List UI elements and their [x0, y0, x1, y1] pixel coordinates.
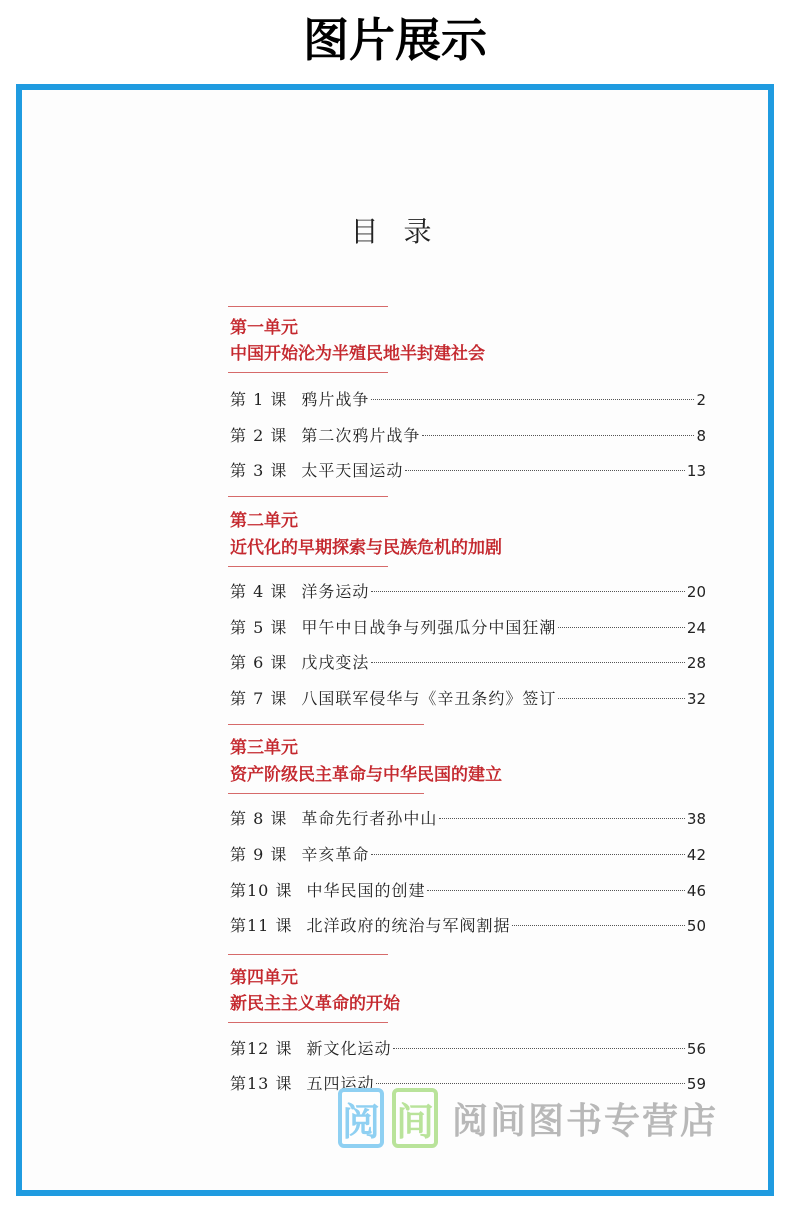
watermark-logo-char: 间: [392, 1088, 438, 1148]
toc-entry[interactable]: [230, 424, 706, 448]
lesson-title: 甲午中日战争与列强瓜分中国狂潮: [301, 618, 557, 637]
lesson-number: 第11 课: [230, 916, 293, 935]
page-number: 20: [686, 583, 706, 601]
lesson-title: 洋务运动: [301, 582, 370, 601]
unit-label: 第四单元: [230, 968, 298, 988]
lesson-number: 第 5 课: [230, 618, 288, 637]
lesson-number: 第 6 课: [230, 653, 288, 672]
page-number: 2: [696, 391, 706, 409]
dot-leader: [371, 399, 694, 400]
dot-leader: [558, 627, 685, 628]
lesson-title: 鸦片战争: [301, 390, 370, 409]
unit-rule: [228, 724, 424, 725]
lesson-number: 第12 课: [230, 1039, 293, 1058]
page-number: 13: [686, 462, 706, 480]
page-number: 32: [686, 690, 706, 708]
unit-label: 第一单元: [230, 318, 298, 338]
toc-entry[interactable]: [230, 914, 706, 938]
watermark-store-name: 阅间图书专营店: [452, 1100, 719, 1142]
book-page-frame: [16, 84, 774, 1196]
toc-entry[interactable]: [230, 580, 706, 604]
unit-rule: [228, 793, 424, 794]
lesson-title: 新文化运动: [306, 1039, 392, 1058]
toc-entry[interactable]: [230, 651, 706, 675]
unit-label: 第三单元: [230, 738, 298, 758]
lesson-title: 八国联军侵华与《辛丑条约》签订: [301, 689, 557, 708]
page-number: 42: [686, 846, 706, 864]
lesson-number: 第 2 课: [230, 426, 288, 445]
toc-entry[interactable]: [230, 388, 706, 412]
page-number: 8: [696, 427, 706, 445]
page-header-title: 图片展示: [303, 13, 487, 67]
toc-entry[interactable]: [230, 616, 706, 640]
dot-leader: [439, 818, 685, 819]
toc-entry[interactable]: [230, 807, 706, 831]
unit-title: 近代化的早期探索与民族危机的加剧: [230, 538, 502, 558]
dot-leader: [393, 1048, 684, 1049]
toc-title: 目 录: [350, 215, 440, 248]
dot-leader: [371, 854, 685, 855]
page-number: 28: [686, 654, 706, 672]
dot-leader: [371, 591, 685, 592]
lesson-title: 辛亥革命: [301, 845, 370, 864]
unit-label: 第二单元: [230, 511, 298, 531]
lesson-title: 第二次鸦片战争: [301, 426, 421, 445]
page-number: 56: [686, 1040, 706, 1058]
unit-rule: [228, 496, 388, 497]
unit-title: 资产阶级民主革命与中华民国的建立: [230, 765, 502, 785]
dot-leader: [371, 662, 685, 663]
lesson-title: 太平天国运动: [301, 461, 404, 480]
lesson-number: 第 4 课: [230, 582, 288, 601]
watermark-logo-char: 阅: [338, 1088, 384, 1148]
lesson-title: 戊戌变法: [301, 653, 370, 672]
lesson-number: 第 7 课: [230, 689, 288, 708]
unit-rule: [228, 954, 388, 955]
lesson-number: 第13 课: [230, 1074, 293, 1093]
unit-title: 新民主主义革命的开始: [230, 994, 400, 1014]
page-number: 24: [686, 619, 706, 637]
dot-leader: [427, 890, 684, 891]
lesson-number: 第 1 课: [230, 390, 288, 409]
page-number: 59: [686, 1075, 706, 1093]
toc-entry[interactable]: [230, 843, 706, 867]
lesson-title: 革命先行者孙中山: [301, 809, 438, 828]
unit-rule: [228, 1022, 388, 1023]
dot-leader: [512, 925, 684, 926]
page-number: 50: [686, 917, 706, 935]
dot-leader: [422, 435, 694, 436]
lesson-number: 第 8 课: [230, 809, 288, 828]
unit-title: 中国开始沦为半殖民地半封建社会: [230, 344, 485, 364]
unit-rule: [228, 372, 388, 373]
store-watermark: [338, 1080, 718, 1156]
toc-entry[interactable]: [230, 1037, 706, 1061]
toc-entry[interactable]: [230, 879, 706, 903]
lesson-number: 第10 课: [230, 881, 293, 900]
page-number: 38: [686, 810, 706, 828]
lesson-number: 第 9 课: [230, 845, 288, 864]
lesson-number: 第 3 课: [230, 461, 288, 480]
page-number: 46: [686, 882, 706, 900]
toc-entry[interactable]: [230, 459, 706, 483]
toc-entry[interactable]: [230, 687, 706, 711]
dot-leader: [405, 470, 685, 471]
lesson-title: 北洋政府的统治与军阀割据: [306, 916, 511, 935]
lesson-title: 五四运动: [306, 1074, 375, 1093]
dot-leader: [558, 698, 685, 699]
unit-rule: [228, 566, 388, 567]
unit-rule: [228, 306, 388, 307]
lesson-title: 中华民国的创建: [306, 881, 426, 900]
